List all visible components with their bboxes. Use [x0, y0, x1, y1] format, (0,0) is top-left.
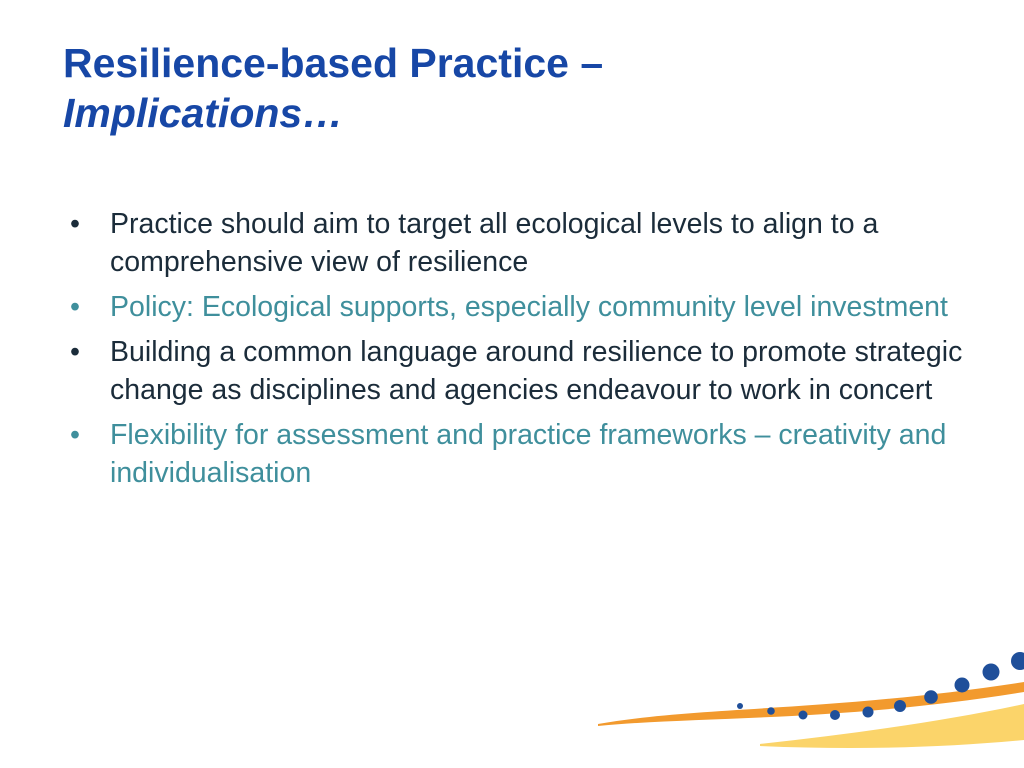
slide-title-line1: Resilience-based Practice –: [63, 40, 604, 86]
dot-icon: [767, 707, 775, 715]
dot-icon: [799, 711, 808, 720]
bullet-item: [70, 205, 980, 281]
decorative-swoosh-graphic: [590, 640, 1024, 768]
dot-icon: [924, 690, 938, 704]
bullet-item: [70, 416, 980, 492]
bullet-text: Policy: Ecological supports, especially community level investment: [110, 291, 948, 323]
bullet-marker: •: [70, 419, 80, 451]
bullet-marker: •: [70, 336, 80, 368]
slide-title: [63, 38, 963, 138]
bullet-marker: •: [70, 208, 80, 240]
bullet-item: [70, 333, 980, 409]
bullet-text: Flexibility for assessment and practice frameworks – creativity and individualisation: [110, 419, 947, 489]
slide-title-line2: Implications…: [63, 90, 344, 136]
dot-icon: [1011, 652, 1024, 670]
bullet-text: Building a common language around resilience to promote strategic change as disciplines and agencies endeavour to work in concert: [110, 336, 963, 406]
bullet-marker: •: [70, 291, 80, 323]
dot-icon: [983, 664, 1000, 681]
dot-icon: [737, 703, 743, 709]
dot-icon: [894, 700, 906, 712]
bullet-item: [70, 288, 980, 326]
bullet-text: Practice should aim to target all ecological levels to align to a comprehensive view of resilience: [110, 208, 879, 278]
dot-icon: [955, 678, 970, 693]
dot-icon: [863, 707, 874, 718]
dot-icon: [830, 710, 840, 720]
bullet-list: [70, 205, 980, 499]
